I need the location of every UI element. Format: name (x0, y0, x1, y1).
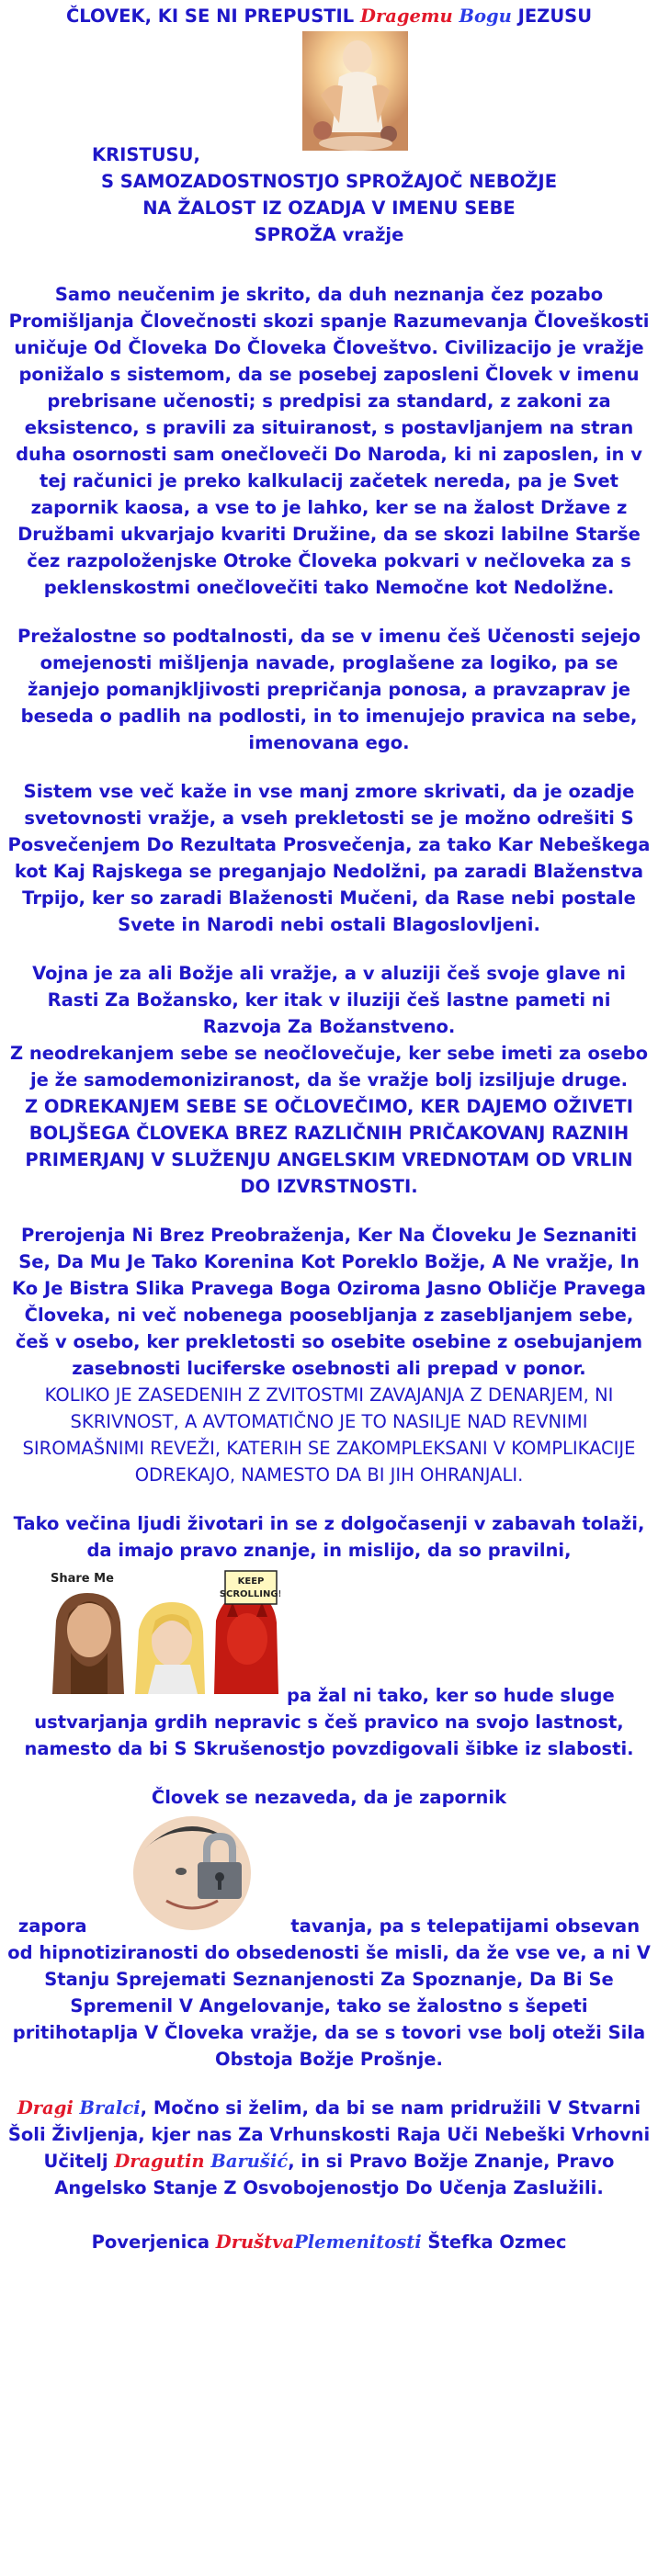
word-dragi: Dragi (17, 2097, 74, 2118)
scrolling-label: SCROLLING! (220, 1589, 281, 1599)
share-me-label: Share Me (51, 1572, 115, 1586)
title-word-dragemu: Dragemu (360, 6, 453, 27)
page-title: ČLOVEK, KI SE NI PREPUSTIL Dragemu Bogu JEZUSU (65, 6, 593, 27)
angel-image (7, 31, 651, 151)
paragraph-3: Sistem vse več kaže in vse manj zmore skrivati, da je ozadje svetovnosti vražje, a vseh prekletosti se je možno odrešiti S Posvečenjem Do Rezultata Prosvečenja, za tako Kar Nebeškega kot Kaj Rajskega se preganjajo Nedolžni, pa zaradi Blaženstva Trpijo, ker so zaradi Blaženosti Mučeni, da Rase nebi postale Svete in Narodi nebi ostali Blagoslovljeni. (7, 781, 651, 935)
word-drustva: Društva (215, 2231, 295, 2253)
subtitle-line-2: NA ŽALOST IZ OZADJA V IMENU SEBE (142, 198, 516, 219)
subtitle-line-3: SPROŽA vražje (254, 224, 404, 245)
word-bralci: Bralci (79, 2097, 141, 2118)
paragraph-2: Prežalostne so podtalnosti, da se v imenu češ Učenosti sejejo omejenosti mišljenja navade, proglašene za logiko, pa se žanjejo pomanjkljivosti prepričanja ponosa, a pravzaprav je beseda o padlih na podlosti, in to imenujejo pravica na sebe, imenovana ego. (17, 626, 641, 753)
signature: Poverjenica DruštvaPlemenitosti Štefka Ozmec (91, 2231, 567, 2253)
paragraph-5: Prerojenja Ni Brez Preobraženja, Ker Na Človeku Je Seznaniti Se, Da Mu Je Tako Korenina Kot Poreklo Božje, A Ne vražje, In Ko Je Bistra Slika Pravega Boga Oziroma Jasno Obličje Pravega Človeka, ni več nobenega poosebljanja z zasebljanjem sebe, češ v osebo, ker prekletosti so osebite osebine z osebujanjem zasebnosti luciferske osebnosti ali prepad v ponor. KOLIKO JE ZASEDENIH Z ZVITOSTMI ZAVAJANJA Z DENARJEM, NI SKRIVNOST, A AVTOMATIČNO JE TO NASILJE NAD REVNIMI SIROMAŠNIMI REVEŽI, KATERIH SE ZAKOMPLEKSANI V KOMPLIKACIJE ODREKAJO, NAMESTO DA BI JIH OHRANJALI. (12, 1225, 646, 1486)
paragraph-6: Tako večina ljudi životari in se z dolgočasenji v zabavah tolaži, da imajo pravo znanje, in mislijo, da so pravilni, Share Me KEEP SCROLLING! pa žal ni tako, ker so hude sluge ustvarjanja grdih nepravic s češ pravico na svojo lastnost, namesto da bi S Skrušenostjo povzdigovali šibke iz slabosti. (13, 1513, 645, 1759)
share-me-image (43, 1565, 280, 1709)
title-word-bogu: Bogu (459, 6, 512, 27)
padlock-head-image (93, 1813, 290, 1939)
paragraph-8: Dragi Bralci, Močno si želim, da bi se nam pridružili V Stvarni Šoli Življenja, kjer nas Za Vrhunskosti Raja Uči Nebeški Vrhovni Učitelj Dragutin Barušić, in si Pravo Božje Znanje, Pravo Angelsko Stanje Z Osvobojenostjo Do Učenja Zaslužili. (7, 2097, 651, 2198)
subtitle-line-1: S SAMOZADOSTNOSTJO SPROŽAJOČ NEBOŽJE (100, 171, 558, 192)
word-barusic: Barušić (210, 2151, 289, 2172)
paragraph-4: Vojna je za ali Božje ali vražje, a v aluziji češ svoje glave ni Rasti Za Božansko, ker itak v iluziji češ lastne pameti ni Razvoja Za Božanstveno. Z neodrekanjem sebe se neočlovečuje, ker sebe imeti za osebo je že samodemoniziranost, da še vražje bolj izsiljuje druge. Z ODREKANJEM SEBE SE OČLOVEČIMO, KER DAJEMO OŽIVETI BOLJŠEGA ČLOVEKA BREZ RAZLIČNIH PRIČAKOVANJ RAZNIH PRIMERJANJ V SLUŽENJU ANGELSKIM VREDNOTAM OD VRLIN DO IZVRSTNOSTI. (9, 963, 649, 1197)
word-plemenitosti: Plemenitosti (294, 2231, 422, 2253)
word-dragutin: Dragutin (114, 2151, 205, 2172)
paragraph-1: Samo neučenim je skrito, da duh neznanja čez pozabo Promišljanja Človečnosti skozi spanje Razumevanja Človeškosti uničuje Od Človeka Do Človeka Človeštvo. Civilizacijo je vražje ponižalo s sistemom, da se posebej zaposleni Človek v imenu prebrisane učenosti; s predpisi za standard, z zakoni za eksistenco, s pravili za situiranost, s postavljanjem na stran duha osornosti sam onečloveči Do Naroda, ki ni zaposlen, in v tej računici je preko kalkulacij začetek nereda, pa je Svet zapornik kaosa, a vse to je lahko, ker se na žalost Države z Družbami ukvarjajo kvariti Družine, da se skozi labilne Starše čez razpoloženjske Otroke Človeka pokvari v nečloveka za s peklenskostmi onečlovečiti tako Nemočne kot Nedolžne. (8, 284, 650, 598)
keep-label: KEEP (237, 1576, 265, 1587)
article (7, 0, 651, 2255)
paragraph-7: Človek se nezaveda, da je zapornik zapora tavanja, pa s telepatijami obsevan od hipnotiziranosti do obsedenosti še misli, da že vse ve, a ni V Stanju Sprejemati Seznanjenosti Za Spoznanje, Da Bi Se Spremenil V Angelovanje, tako se žalostno s šepeti pritihotaplja V Človeka vražje, da se s tovori vse bolj oteži Sila Obstoja Božje Prošnje. (7, 1787, 651, 2070)
kristusu-line: KRISTUSU, (92, 144, 200, 165)
